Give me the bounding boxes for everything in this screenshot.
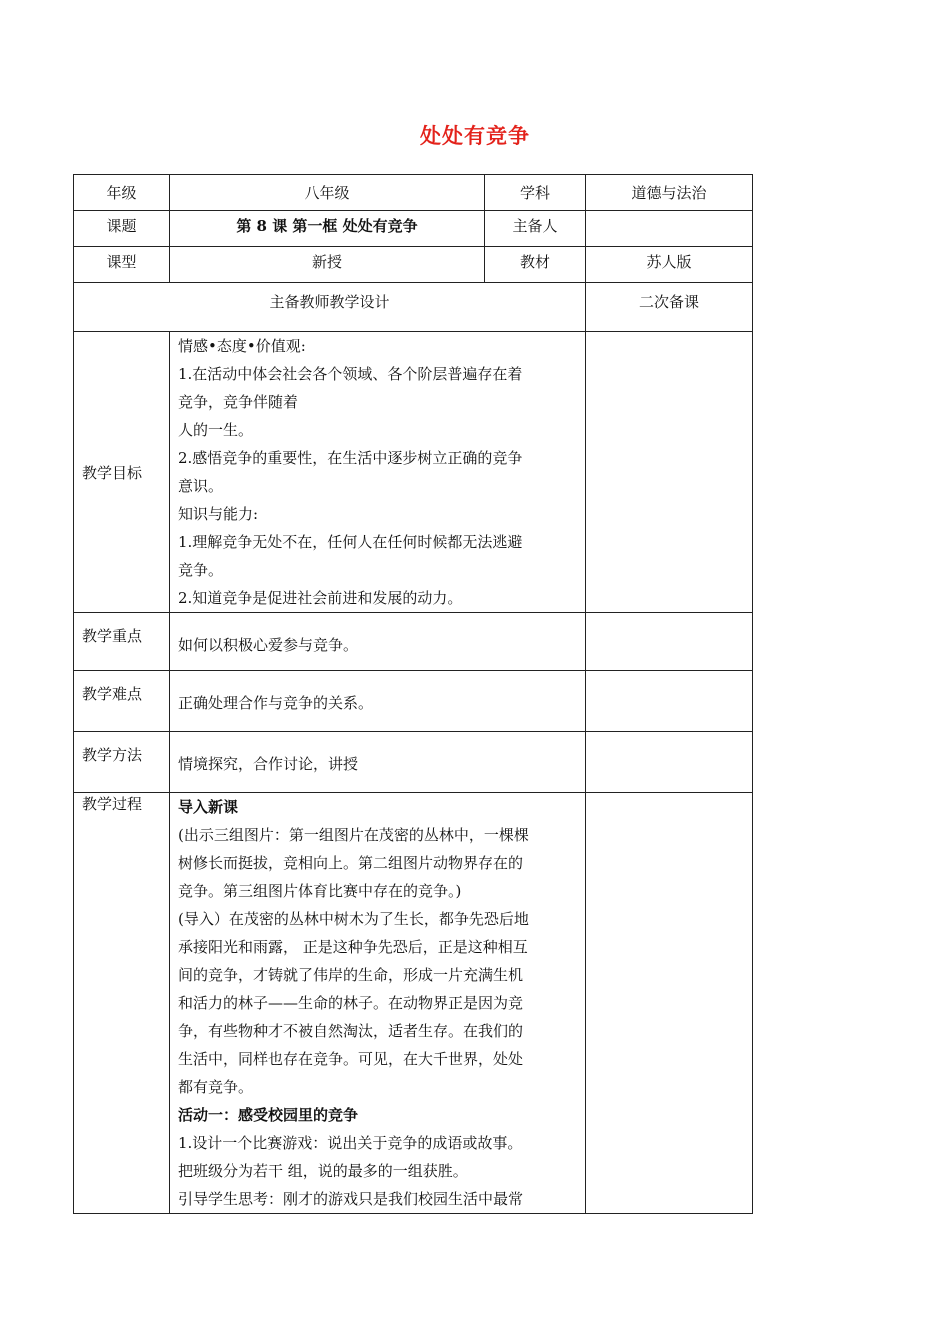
process-heading-activity1: 活动一：感受校园里的竞争 (178, 1106, 359, 1124)
difficulty-text: 正确处理合作与竞争的关系。 (178, 694, 374, 712)
process-second-prep (586, 793, 753, 1214)
second-prep-label: 二次备课 (586, 283, 753, 332)
topic-value: 第 8 课 第一框 处处有竞争 (170, 211, 485, 247)
process-line: 生活中，同样也存在竞争。可见，在大千世界，处处 (178, 1050, 524, 1068)
process-heading-intro: 导入新课 (178, 798, 239, 816)
goals-line: 2.知道竞争是促进社会前进和发展的动力。 (178, 589, 463, 607)
grade-label: 年级 (74, 175, 170, 211)
row-key-point (74, 613, 753, 671)
method-cell (170, 732, 586, 793)
process-line: 间的竞争，才铸就了伟岸的生命，形成一片充满生机 (178, 966, 524, 984)
goals-lines (170, 332, 585, 612)
goals-line: 情感•态度•价值观: (178, 337, 306, 355)
row-goals (74, 332, 753, 613)
type-label: 课型 (74, 247, 170, 283)
process-label: 教学过程 (74, 793, 170, 1214)
textbook-label: 教材 (485, 247, 586, 283)
key-second-prep (586, 613, 753, 671)
process-lines-activity1 (170, 1129, 585, 1213)
type-value: 新授 (170, 247, 485, 283)
row-type (74, 247, 753, 283)
process-line: 树修长而挺拔，竞相向上。第二组图片动物界存在的 (178, 854, 524, 872)
author-label: 主备人 (485, 211, 586, 247)
goals-line: 竞争，竞争伴随着 (178, 393, 299, 411)
goals-content (170, 332, 586, 613)
process-line: 引导学生思考：刚才的游戏只是我们校园生活中最常 (178, 1190, 524, 1208)
process-content (170, 793, 586, 1214)
goals-second-prep (586, 332, 753, 613)
process-line: 承接阳光和雨露， 正是这种争先恐后，正是这种相互 (178, 938, 528, 956)
topic-label: 课题 (74, 211, 170, 247)
goals-line: 1.理解竞争无处不在，任何人在任何时候都无法逃避 (178, 533, 523, 551)
key-label: 教学重点 (74, 613, 170, 671)
row-topic (74, 211, 753, 247)
author-value (586, 211, 753, 247)
process-line: 和活力的林子——生命的林子。在动物界正是因为竞 (178, 994, 524, 1012)
goals-line: 知识与能力: (178, 505, 259, 523)
design-label: 主备教师教学设计 (74, 283, 586, 332)
subject-label: 学科 (485, 175, 586, 211)
method-label: 教学方法 (74, 732, 170, 793)
goals-line: 1.在活动中体会社会各个领域、各个阶层普遍存在着 (178, 365, 523, 383)
textbook-value: 苏人版 (586, 247, 753, 283)
method-second-prep (586, 732, 753, 793)
process-line: (出示三组图片：第一组图片在茂密的丛林中，一棵棵 (178, 826, 529, 844)
goals-line: 竞争。 (178, 561, 224, 579)
difficulty-second-prep (586, 671, 753, 732)
subject-value: 道德与法治 (586, 175, 753, 211)
goals-line: 2.感悟竞争的重要性，在生活中逐步树立正确的竞争 (178, 449, 523, 467)
goals-line: 意识。 (178, 477, 224, 495)
key-cell (170, 613, 586, 671)
grade-value: 八年级 (170, 175, 485, 211)
key-text: 如何以积极心爱参与竞争。 (178, 636, 359, 654)
method-text: 情境探究，合作讨论，讲授 (178, 755, 359, 773)
process-line: 把班级分为若干 组，说的最多的一组获胜。 (178, 1162, 468, 1180)
row-process (74, 793, 753, 1214)
goals-label: 教学目标 (74, 332, 170, 613)
goals-line: 人的一生。 (178, 421, 254, 439)
row-method (74, 732, 753, 793)
lesson-plan-table (73, 174, 753, 1214)
process-line: 竞争。第三组图片体育比赛中存在的竞争。) (178, 882, 462, 900)
difficulty-label: 教学难点 (74, 671, 170, 732)
process-line: (导入）在茂密的丛林中树木为了生长，都争先恐后地 (178, 910, 529, 928)
row-difficulty (74, 671, 753, 732)
process-line: 都有竞争。 (178, 1078, 254, 1096)
difficulty-cell (170, 671, 586, 732)
process-lines-intro (170, 821, 585, 1101)
process-line: 争，有些物种才不被自然淘汰，适者生存。在我们的 (178, 1022, 524, 1040)
row-grade (74, 175, 753, 211)
process-line: 1.设计一个比赛游戏：说出关于竞争的成语或故事。 (178, 1134, 523, 1152)
row-design-header (74, 283, 753, 332)
document-title: 处处有竞争 (420, 123, 530, 148)
